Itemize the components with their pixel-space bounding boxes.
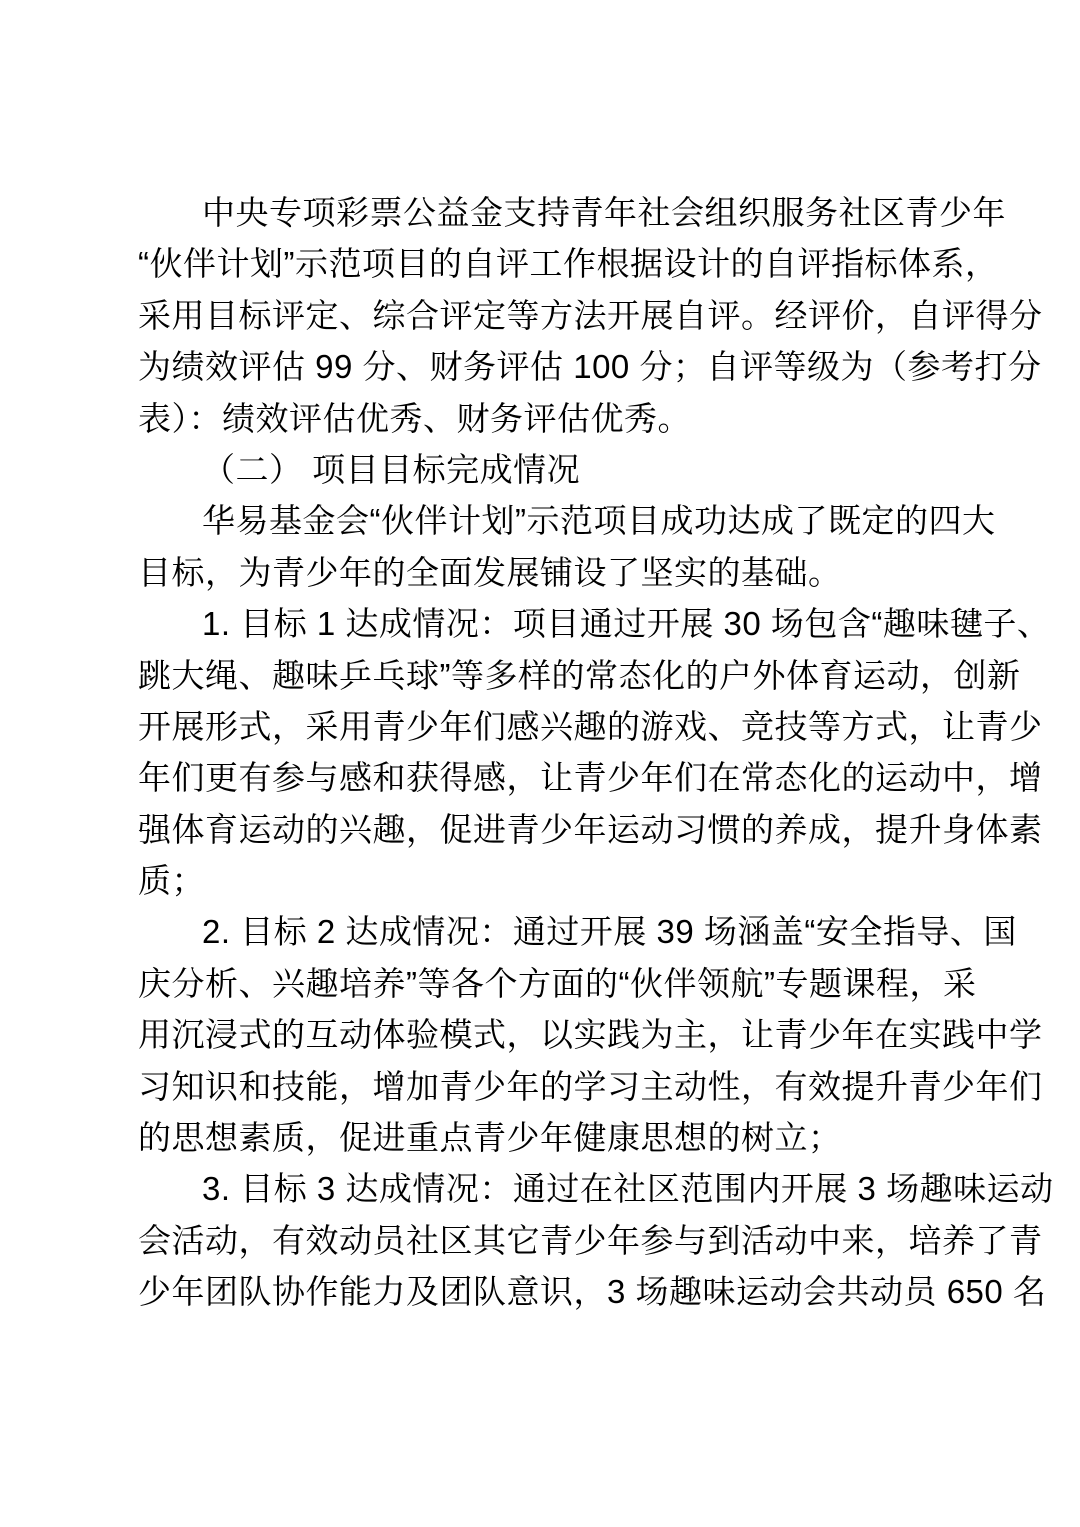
text-line: 用沉浸式的互动体验模式，以实践为主，让青少年在实践中学 [138, 1016, 1043, 1054]
text-line: 年们更有参与感和获得感，让青少年们在常态化的运动中，增 [138, 759, 1043, 797]
text-line: 2. 目标 2 达成情况：通过开展 39 场涵盖“安全指导、国 [202, 913, 1017, 951]
text-line: 3. 目标 3 达成情况：通过在社区范围内开展 3 场趣味运动 [202, 1170, 1054, 1208]
text-line: （二） 项目目标完成情况 [202, 450, 581, 488]
text-line: 会活动，有效动员社区其它青少年参与到活动中来，培养了青 [138, 1221, 1043, 1259]
text-line: 中央专项彩票公益金支持青年社会组织服务社区青少年 [202, 194, 1006, 231]
text-line: 华易基金会“伙伴计划”示范项目成功达成了既定的四大 [202, 502, 996, 540]
text-line: 庆分析、兴趣培养”等各个方面的“伙伴领航”专题课程，采 [138, 964, 977, 1002]
text-line: 跳大绳、趣味乒乓球”等多样的常态化的户外体育运动，创新 [138, 656, 1021, 694]
text-line: 目标，为青少年的全面发展铺设了坚实的基础。 [138, 553, 842, 591]
text-line: 采用目标评定、综合评定等方法开展自评。经评价，自评得分 [138, 296, 1043, 334]
text-line: 习知识和技能，增加青少年的学习主动性，有效提升青少年们 [138, 1067, 1043, 1105]
text-line: 少年团队协作能力及团队意识，3 场趣味运动会共动员 650 名 [138, 1273, 1047, 1311]
text-line: “伙伴计划”示范项目的自评工作根据设计的自评指标体系， [138, 245, 999, 283]
text-line: 的思想素质，促进重点青少年健康思想的树立； [138, 1119, 842, 1157]
text-line: 开展形式，采用青少年们感兴趣的游戏、竞技等方式，让青少 [138, 707, 1043, 745]
text-line: 质； [138, 862, 205, 900]
text-line: 强体育运动的兴趣，促进青少年运动习惯的养成，提升身体素 [138, 810, 1043, 848]
text-line: 为绩效评估 99 分、财务评估 100 分；自评等级为（参考打分 [138, 348, 1042, 386]
text-block [138, 187, 1054, 1318]
text-line: 表）：绩效评估优秀、财务评估优秀。 [138, 399, 691, 437]
text-line: 1. 目标 1 达成情况：项目通过开展 30 场包含“趣味毽子、 [202, 605, 1051, 643]
